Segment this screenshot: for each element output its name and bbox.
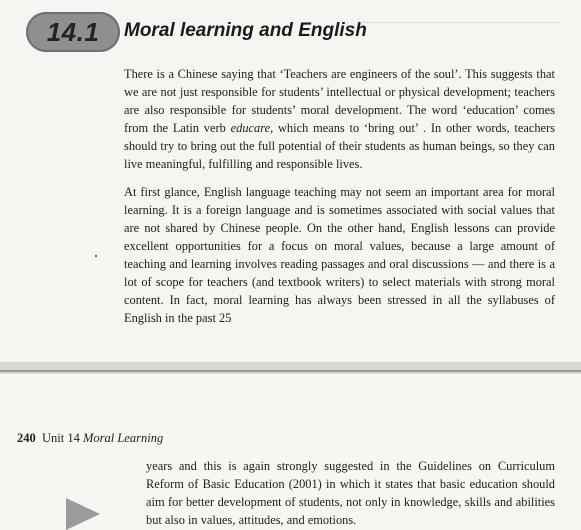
arrow-icon (66, 498, 100, 530)
paragraph-1-text-b: , which means to ‘bring out’ . In other words, teachers should try to bring out the full potential of their students as human beings, so they can live meaningful, fulfilling and responsible lives. (124, 121, 555, 171)
page-divider (0, 370, 581, 372)
section-title: Moral learning and English (124, 20, 367, 41)
unit-label: Unit 14 (42, 431, 80, 445)
running-head (17, 431, 163, 446)
section-number: 14.1 (46, 16, 100, 47)
stray-mark (95, 255, 97, 257)
show-through-task-header (360, 22, 560, 47)
paragraph-1-emphasis: educare (230, 121, 271, 135)
unit-title: Moral Learning (82, 431, 164, 445)
paragraph-1 (124, 65, 555, 173)
page-gap (0, 362, 581, 374)
paragraph-3: years and this is again strongly suggested in the Guidelines on Curriculum Reform of Basic Education (2001) in which it states that basic education should aim for better development of students, not only in knowledge, skills and abilities but also in values, attitudes, and emotions. (146, 459, 555, 527)
page-number: 240 (17, 431, 36, 445)
section-number-badge (26, 12, 120, 52)
paragraph-2: At first glance, English language teaching may not seem an important area for moral learning. It is a foreign language and is sometimes associated with social values that are not shared by Chinese people. On the other hand, English lessons can provide excellent opportunities for a focus on moral values, because a large amount of teaching and learning involves reading passages and oral discussions — and there is a lot of scope for teachers (and textbook writers) to select materials with strong moral content. In fact, moral learning has always been stressed in all the syllabuses of English in the past 25 (124, 185, 555, 325)
paragraph-1-text-a: There is a Chinese saying that ‘Teachers are engineers of the soul’. This suggests that we are not just responsible for students’ intellectual or physical development; teachers are also responsible for students’ moral development. The word ‘education’ comes from the Latin verb (124, 67, 555, 135)
